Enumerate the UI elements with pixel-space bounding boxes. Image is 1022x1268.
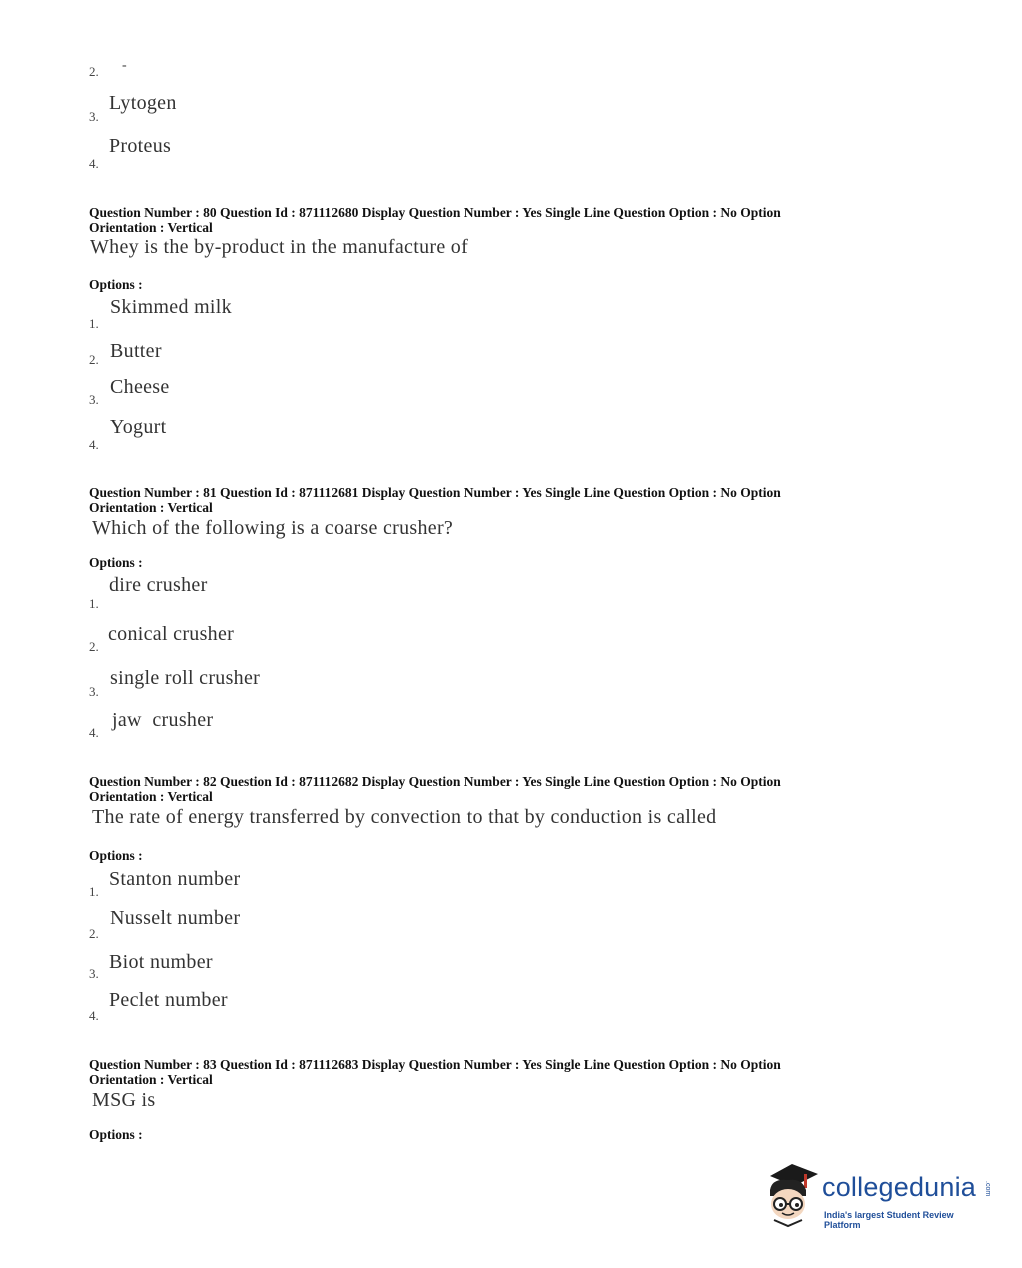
option-number: 3.: [89, 109, 99, 124]
option-number: 3.: [89, 966, 99, 981]
option-text: jaw crusher: [112, 709, 214, 731]
option-text: Proteus: [109, 135, 172, 157]
student-mascot-icon: [762, 1160, 824, 1230]
option-text: Peclet number: [109, 989, 228, 1011]
options-label: Options :: [89, 1127, 143, 1142]
option-text: Biot number: [109, 951, 213, 973]
logo-suffix: .com: [984, 1181, 991, 1197]
option-text: Lytogen: [109, 92, 177, 114]
question-meta: [89, 1057, 869, 1087]
option-text: Stanton number: [109, 868, 241, 890]
option-number: 3.: [89, 684, 99, 699]
option-number: 1.: [89, 596, 99, 611]
option-number: 4.: [89, 437, 99, 452]
question-meta-line: Orientation : Vertical: [89, 220, 213, 235]
option-number: 1.: [89, 884, 99, 899]
logo-wordmark: collegedunia: [822, 1172, 977, 1202]
option-text: single roll crusher: [110, 667, 261, 689]
question-meta-line: Orientation : Vertical: [89, 500, 213, 515]
question-meta: [89, 774, 869, 804]
question-meta: [89, 485, 869, 515]
options-label: Options :: [89, 848, 143, 863]
logo-tagline: India's largest Student Review Platform: [824, 1210, 954, 1230]
option-text: Nusselt number: [110, 907, 241, 929]
option-text: conical crusher: [108, 623, 235, 645]
option-text: Yogurt: [110, 416, 167, 438]
option-number: 2.: [89, 639, 99, 654]
question-meta-line: Question Number : 82 Question Id : 871112682 Display Question Number : Yes Single Line Question Option : No Option: [89, 774, 781, 789]
option-text: Butter: [110, 340, 162, 362]
options-label: Options :: [89, 277, 143, 292]
question-meta-line: Question Number : 81 Question Id : 871112681 Display Question Number : Yes Single Line Question Option : No Option: [89, 485, 781, 500]
option-number: 1.: [89, 316, 99, 331]
option-number: 2.: [89, 64, 99, 79]
question-meta-line: Orientation : Vertical: [89, 1072, 213, 1087]
option-text: Cheese: [110, 376, 170, 398]
question-meta-line: Question Number : 80 Question Id : 871112680 Display Question Number : Yes Single Line Question Option : No Option: [89, 205, 781, 220]
option-text: -: [122, 58, 127, 73]
options-label: Options :: [89, 555, 143, 570]
option-number: 4.: [89, 156, 99, 171]
option-number: 2.: [89, 352, 99, 367]
question-text: Whey is the by-product in the manufacture of: [90, 236, 469, 258]
option-number: 4.: [89, 725, 99, 740]
question-text: MSG is: [92, 1089, 156, 1111]
option-number: 3.: [89, 392, 99, 407]
question-text: Which of the following is a coarse crusher?: [92, 517, 454, 539]
question-meta-line: Question Number : 83 Question Id : 871112683 Display Question Number : Yes Single Line Question Option : No Option: [89, 1057, 781, 1072]
option-text: dire crusher: [109, 574, 208, 596]
option-number: 4.: [89, 1008, 99, 1023]
option-number: 2.: [89, 926, 99, 941]
collegedunia-logo[interactable]: [762, 1158, 992, 1234]
question-text: The rate of energy transferred by convection to that by conduction is called: [92, 806, 717, 828]
option-text: Skimmed milk: [110, 296, 232, 318]
question-meta-line: Orientation : Vertical: [89, 789, 213, 804]
question-meta: [89, 205, 869, 235]
